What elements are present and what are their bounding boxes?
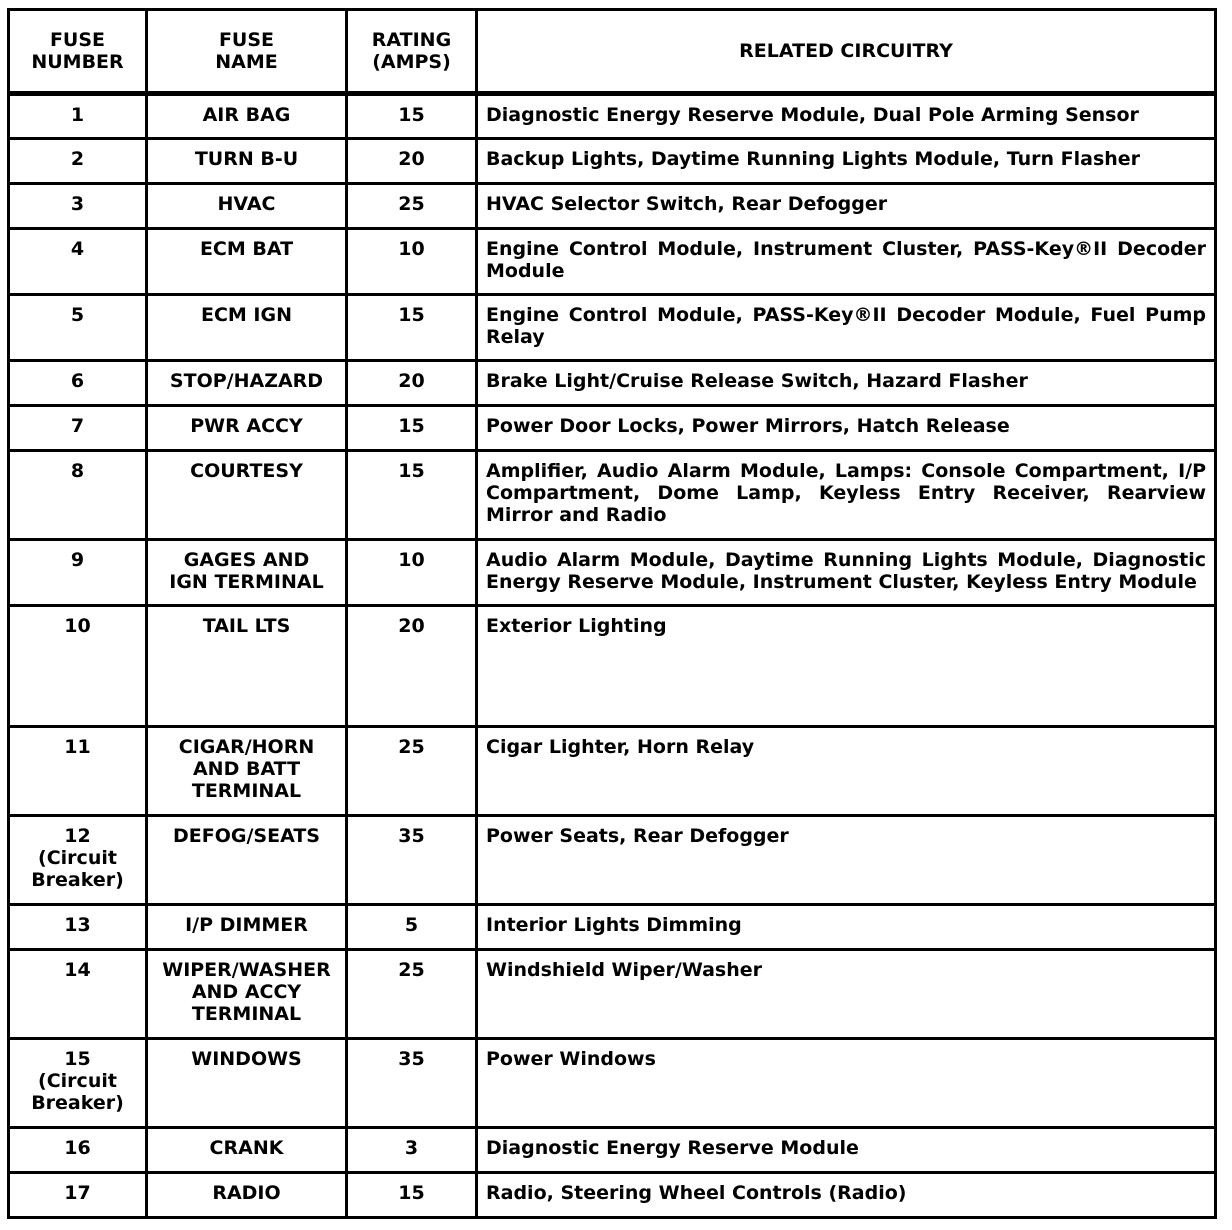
related-circuitry-cell: Amplifier, Audio Alarm Module, Lamps: Console Compartment, I/P Compartment, Dome Lamp, Keyless Entry Receiver, Rearview Mirror and Radio <box>477 451 1216 540</box>
fuse-table <box>7 8 1217 1219</box>
fuse-name-cell: TAIL LTS <box>147 606 347 727</box>
header-row <box>9 10 1216 94</box>
related-circuitry-cell: Diagnostic Energy Reserve Module, Dual Pole Arming Sensor <box>477 94 1216 139</box>
header-fuse-name: FUSE NAME <box>147 10 347 94</box>
fuse-rating-cell: 10 <box>347 540 477 606</box>
fuse-number-cell: 13 <box>9 905 147 950</box>
fuse-name-cell: ECM BAT <box>147 229 347 295</box>
fuse-number-cell: 8 <box>9 451 147 540</box>
related-circuitry-cell: Radio, Steering Wheel Controls (Radio) <box>477 1173 1216 1218</box>
fuse-rating-cell: 15 <box>347 406 477 451</box>
related-circuitry-cell: Windshield Wiper/Washer <box>477 950 1216 1039</box>
header-rating: RATING (AMPS) <box>347 10 477 94</box>
fuse-rating-cell: 15 <box>347 451 477 540</box>
fuse-name-cell: WIPER/WASHER AND ACCY TERMINAL <box>147 950 347 1039</box>
table-body <box>9 94 1216 1218</box>
fuse-rating-cell: 25 <box>347 184 477 229</box>
table-row <box>9 727 1216 816</box>
header-fuse-number: FUSE NUMBER <box>9 10 147 94</box>
fuse-number-cell: 5 <box>9 295 147 361</box>
related-circuitry-cell: Engine Control Module, Instrument Cluster, PASS-Key®II Decoder Module <box>477 229 1216 295</box>
fuse-number-cell: 2 <box>9 139 147 184</box>
table-row <box>9 406 1216 451</box>
header-related-circuitry: RELATED CIRCUITRY <box>477 10 1216 94</box>
table-row <box>9 229 1216 295</box>
table-row <box>9 816 1216 905</box>
related-circuitry-cell: Power Windows <box>477 1039 1216 1128</box>
table-row <box>9 950 1216 1039</box>
fuse-number-cell: 14 <box>9 950 147 1039</box>
table-row <box>9 94 1216 139</box>
fuse-name-cell: DEFOG/SEATS <box>147 816 347 905</box>
fuse-number-cell: 11 <box>9 727 147 816</box>
table-row <box>9 606 1216 727</box>
fuse-number-cell: 6 <box>9 361 147 406</box>
related-circuitry-cell: Backup Lights, Daytime Running Lights Module, Turn Flasher <box>477 139 1216 184</box>
fuse-rating-cell: 25 <box>347 950 477 1039</box>
fuse-name-cell: ECM IGN <box>147 295 347 361</box>
fuse-rating-cell: 25 <box>347 727 477 816</box>
related-circuitry-cell: HVAC Selector Switch, Rear Defogger <box>477 184 1216 229</box>
fuse-rating-cell: 3 <box>347 1128 477 1173</box>
fuse-rating-cell: 10 <box>347 229 477 295</box>
fuse-name-cell: HVAC <box>147 184 347 229</box>
related-circuitry-cell: Brake Light/Cruise Release Switch, Hazard Flasher <box>477 361 1216 406</box>
fuse-name-cell: GAGES AND IGN TERMINAL <box>147 540 347 606</box>
fuse-number-cell: 17 <box>9 1173 147 1218</box>
fuse-rating-cell: 15 <box>347 1173 477 1218</box>
fuse-rating-cell: 20 <box>347 606 477 727</box>
related-circuitry-cell: Audio Alarm Module, Daytime Running Lights Module, Diagnostic Energy Reserve Module, Instrument Cluster, Keyless Entry Module <box>477 540 1216 606</box>
related-circuitry-cell: Power Door Locks, Power Mirrors, Hatch Release <box>477 406 1216 451</box>
fuse-rating-cell: 15 <box>347 94 477 139</box>
fuse-number-cell: 3 <box>9 184 147 229</box>
table-row <box>9 905 1216 950</box>
fuse-name-cell: PWR ACCY <box>147 406 347 451</box>
fuse-number-cell: 9 <box>9 540 147 606</box>
fuse-rating-cell: 15 <box>347 295 477 361</box>
table-row <box>9 1128 1216 1173</box>
fuse-name-cell: COURTESY <box>147 451 347 540</box>
fuse-rating-cell: 5 <box>347 905 477 950</box>
related-circuitry-cell: Power Seats, Rear Defogger <box>477 816 1216 905</box>
fuse-name-cell: RADIO <box>147 1173 347 1218</box>
related-circuitry-cell: Engine Control Module, PASS-Key®II Decoder Module, Fuel Pump Relay <box>477 295 1216 361</box>
fuse-number-cell: 7 <box>9 406 147 451</box>
fuse-name-cell: CIGAR/HORN AND BATT TERMINAL <box>147 727 347 816</box>
table-row <box>9 184 1216 229</box>
related-circuitry-cell: Cigar Lighter, Horn Relay <box>477 727 1216 816</box>
table-row <box>9 1173 1216 1218</box>
fuse-name-cell: STOP/HAZARD <box>147 361 347 406</box>
fuse-rating-cell: 35 <box>347 1039 477 1128</box>
fuse-name-cell: TURN B-U <box>147 139 347 184</box>
related-circuitry-cell: Exterior Lighting <box>477 606 1216 727</box>
table-row <box>9 1039 1216 1128</box>
fuse-name-cell: WINDOWS <box>147 1039 347 1128</box>
related-circuitry-cell: Diagnostic Energy Reserve Module <box>477 1128 1216 1173</box>
fuse-number-cell: 4 <box>9 229 147 295</box>
fuse-name-cell: I/P DIMMER <box>147 905 347 950</box>
table-row <box>9 451 1216 540</box>
related-circuitry-cell: Interior Lights Dimming <box>477 905 1216 950</box>
fuse-rating-cell: 20 <box>347 139 477 184</box>
fuse-number-cell: 16 <box>9 1128 147 1173</box>
fuse-number-cell: 12 (Circuit Breaker) <box>9 816 147 905</box>
table-row <box>9 361 1216 406</box>
fuse-rating-cell: 35 <box>347 816 477 905</box>
fuse-rating-cell: 20 <box>347 361 477 406</box>
table-row <box>9 540 1216 606</box>
table-row <box>9 139 1216 184</box>
table-row <box>9 295 1216 361</box>
fuse-number-cell: 10 <box>9 606 147 727</box>
fuse-name-cell: AIR BAG <box>147 94 347 139</box>
table-header <box>9 10 1216 94</box>
fuse-number-cell: 15 (Circuit Breaker) <box>9 1039 147 1128</box>
fuse-number-cell: 1 <box>9 94 147 139</box>
fuse-name-cell: CRANK <box>147 1128 347 1173</box>
